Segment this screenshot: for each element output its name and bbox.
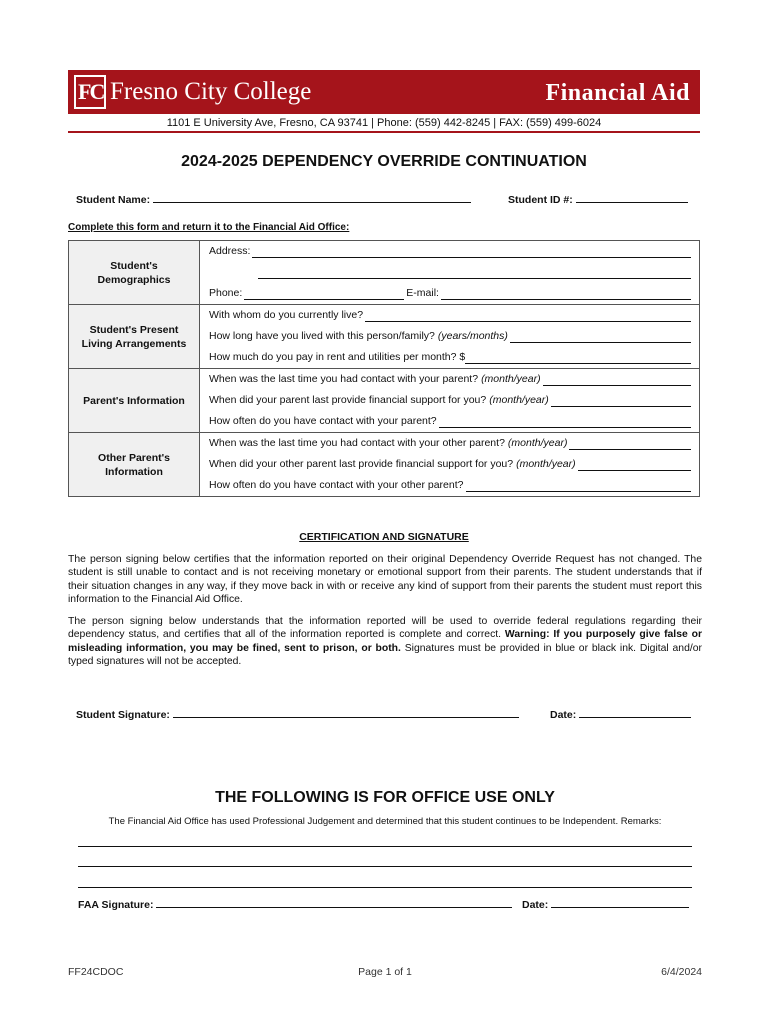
other-parent-q2-hint: (month/year)	[516, 458, 576, 470]
living-q2-hint: (years/months)	[437, 330, 508, 342]
parent-q2: When did your parent last provide financial support for you?	[209, 394, 487, 406]
college-name: Fresno City College	[110, 78, 312, 105]
header-rule	[68, 131, 700, 133]
contact-line: 1101 E University Ave, Fresno, CA 93741 | Phone: (559) 442-8245 | FAX: (559) 499-6024	[166, 117, 602, 129]
form-grid	[68, 240, 700, 497]
footer-form-code: FF24CDOC	[68, 966, 124, 978]
living-q1-field[interactable]	[365, 312, 691, 322]
student-name-label: Student Name:	[76, 194, 151, 206]
footer-page-number: Page 1 of 1	[358, 966, 412, 978]
form-title: 2024-2025 DEPENDENCY OVERRIDE CONTINUATION	[181, 153, 587, 170]
email-label: E-mail:	[406, 287, 439, 299]
header-banner	[68, 70, 700, 114]
department-name: Financial Aid	[545, 80, 690, 106]
parent-q3: How often do you have contact with your parent?	[209, 415, 437, 427]
student-signature-field[interactable]	[173, 708, 519, 718]
faa-signature-row	[78, 898, 512, 912]
parent-q2-hint: (month/year)	[489, 394, 549, 406]
certification-paragraph-2-end: Signatures must be provided in blue or black ink. Digital and/or typed signatures will not be accepted.	[68, 642, 702, 668]
warning-text: Warning: If you purposely give false or misleading information, you may be fined, sent to prison, or both.	[68, 629, 702, 654]
phone-field[interactable]	[244, 290, 404, 300]
phone-label: Phone:	[209, 287, 243, 299]
section-demographics	[69, 241, 699, 304]
college-logo-icon	[74, 75, 106, 109]
faa-signature-label: FAA Signature:	[78, 899, 154, 911]
remarks-line-3[interactable]	[78, 887, 692, 888]
student-name-field[interactable]	[153, 193, 471, 203]
parent-q1-field[interactable]	[543, 376, 691, 386]
other-parent-q3-field[interactable]	[466, 482, 692, 492]
logo-letters: FC	[78, 79, 104, 104]
parent-q2-field[interactable]	[551, 397, 691, 407]
section-other-parent	[69, 432, 699, 496]
student-id-field[interactable]	[576, 193, 688, 203]
student-name-row	[76, 193, 471, 207]
parent-q1-hint: (month/year)	[481, 373, 541, 385]
address-label: Address:	[209, 245, 251, 257]
email-field[interactable]	[441, 290, 691, 300]
parent-q3-field[interactable]	[439, 418, 691, 428]
other-parent-q1-hint: (month/year)	[507, 437, 568, 449]
faa-date-label: Date:	[522, 899, 549, 911]
living-q1: With whom do you currently live?	[209, 309, 364, 321]
other-parent-q2: When did your other parent last provide financial support for you?	[209, 458, 514, 470]
section-label-other-parent: Other Parent's Information	[69, 433, 200, 496]
address-field-1[interactable]	[252, 248, 691, 258]
remarks-line-1[interactable]	[78, 846, 692, 847]
living-q2-field[interactable]	[510, 333, 691, 343]
office-use-title: THE FOLLOWING IS FOR OFFICE USE ONLY	[215, 789, 555, 806]
other-parent-q2-field[interactable]	[578, 461, 691, 471]
remarks-line-2[interactable]	[78, 866, 692, 867]
section-label-living: Student's Present Living Arrangements	[69, 305, 200, 368]
living-q2: How long have you lived with this person/family?	[209, 330, 435, 342]
living-q3-field[interactable]	[465, 354, 691, 364]
section-label-parent: Parent's Information	[69, 369, 200, 432]
office-use-note: The Financial Aid Office has used Professional Judgement and determined that this student continues to be Independent. Remarks:	[108, 816, 662, 827]
instructions: Complete this form and return it to the Financial Aid Office:	[68, 222, 350, 233]
section-living	[69, 304, 699, 368]
student-id-row	[508, 193, 688, 207]
signature-date-field[interactable]	[579, 708, 691, 718]
student-id-label: Student ID #:	[508, 194, 573, 206]
living-q3: How much do you pay in rent and utilities per month? $	[209, 351, 466, 363]
other-parent-q3: How often do you have contact with your other parent?	[209, 479, 464, 491]
parent-q1: When was the last time you had contact with your parent?	[209, 373, 479, 385]
student-signature-label: Student Signature:	[76, 709, 170, 721]
certification-paragraph-2-start: The person signing below understands that the information reported will be used to override federal regulations regarding their dependency status, and certifies that all of the information reported is complete and correct.	[68, 616, 702, 641]
certification-paragraph-1: The person signing below certifies that the information reported on their original Dependency Override Request has not changed. The student is still unable to contact and is not receiving monetary or emotional support from their parents. The student understands that if their situation changes in any way, if they move back in with or receive any kind of support from their parents the student must report this information to the Financial Aid Office.	[68, 554, 702, 606]
certification-paragraph-2	[68, 615, 702, 669]
section-label-demographics: Student's Demographics	[69, 241, 200, 304]
signature-date-row	[550, 708, 691, 722]
section-parent	[69, 368, 699, 432]
other-parent-q1-field[interactable]	[569, 440, 691, 450]
footer-date: 6/4/2024	[661, 966, 702, 978]
certification-heading: CERTIFICATION AND SIGNATURE	[299, 531, 469, 543]
student-signature-row	[76, 708, 519, 722]
address-field-2[interactable]	[258, 269, 691, 279]
faa-date-field[interactable]	[551, 898, 689, 908]
faa-date-row	[522, 898, 689, 912]
faa-signature-field[interactable]	[156, 898, 512, 908]
other-parent-q1: When was the last time you had contact with your other parent?	[209, 437, 505, 449]
signature-date-label: Date:	[550, 709, 577, 721]
